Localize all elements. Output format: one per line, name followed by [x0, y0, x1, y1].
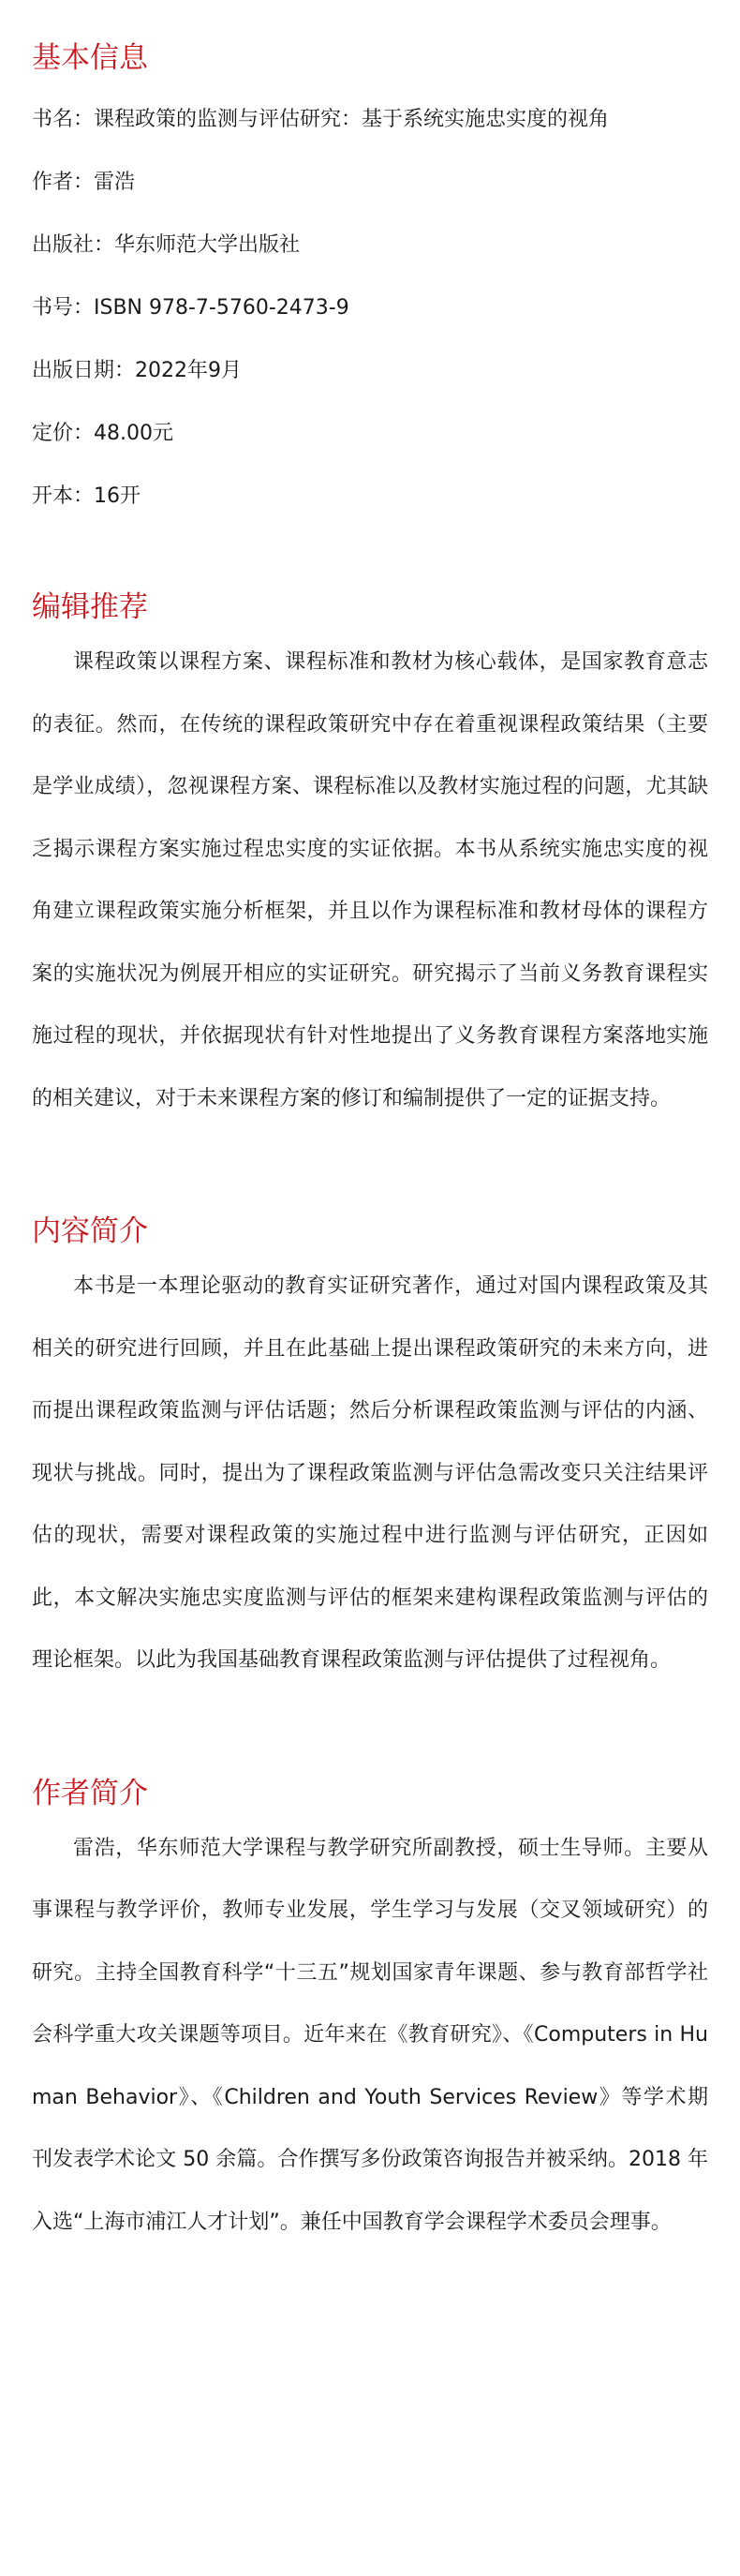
basic-info-heading: 基本信息	[32, 41, 148, 75]
basic-info-section	[32, 39, 708, 512]
info-line-author: 作者：雷浩	[32, 171, 136, 194]
info-line-title: 书名：课程政策的监测与评估研究：基于系统实施忠实度的视角	[32, 108, 610, 131]
author-intro-heading: 作者简介	[32, 1776, 148, 1810]
info-line-publisher: 出版社：华东师范大学出版社	[32, 233, 301, 257]
info-line-format: 开本：16开	[32, 484, 141, 508]
content-summary-text: 本书是一本理论驱动的教育实证研究著作，通过对国内课程政策及其相关的研究进行回顾，并且在此基础上提出课程政策研究的未来方向，进而提出课程政策监测与评估话题；然后分析课程政策监测与评估的内涵、现状与挑战。同时，提出为了课程政策监测与评估急需改变只关注结果评估的现状，需要对课程政策的实施过程中进行监测与评估研究，正因如此，本文解决实施忠实度监测与评估的框架来建构课程政策监测与评估的理论框架。以此为我国基础教育课程政策监测与评估提供了过程视角。	[32, 1274, 708, 1672]
editor-recommendation-section	[32, 588, 708, 1130]
author-intro-text: 雷浩，华东师范大学课程与教学研究所副教授，硕士生导师。主要从事课程与教学评价，教师专业发展，学生学习与发展（交叉领域研究）的研究。主持全国教育科学“十三五”规划国家青年课题、参与教育部哲学社会科学重大攻关课题等项目。近年来在《教育研究》、《Computers in Human Behavior》、《Children and Youth Services Review》等学术期刊发表学术论文 50 余篇。合作撰写多份政策咨询报告并被采纳。2018 年入选“上海市浦江人才计划”。兼任中国教育学会课程学术委员会理事。	[32, 1836, 708, 2234]
author-intro-section	[32, 1775, 708, 2255]
editor-recommendation-text: 课程政策以课程方案、课程标准和教材为核心载体，是国家教育意志的表征。然而，在传统的课程政策研究中存在着重视课程政策结果（主要是学业成绩），忽视课程方案、课程标准以及教材实施过程的问题，尤其缺乏揭示课程方案实施过程忠实度的实证依据。本书从系统实施忠实度的视角建立课程政策实施分析框架，并且以作为课程标准和教材母体的课程方案的实施状况为例展开相应的实证研究。研究揭示了当前义务教育课程实施过程的现状，并依据现状有针对性地提出了义务教育课程方案落地实施的相关建议，对于未来课程方案的修订和编制提供了一定的证据支持。	[32, 650, 708, 1110]
info-line-isbn: 书号：ISBN 978-7-5760-2473-9	[32, 296, 349, 320]
editor-recommendation-heading: 编辑推荐	[32, 590, 148, 624]
info-line-pub-date: 出版日期：2022年9月	[32, 359, 242, 382]
content-summary-heading: 内容简介	[32, 1214, 148, 1248]
content-summary-section	[32, 1213, 708, 1692]
basic-info-list	[32, 105, 708, 512]
info-line-price: 定价：48.00元	[32, 422, 173, 445]
